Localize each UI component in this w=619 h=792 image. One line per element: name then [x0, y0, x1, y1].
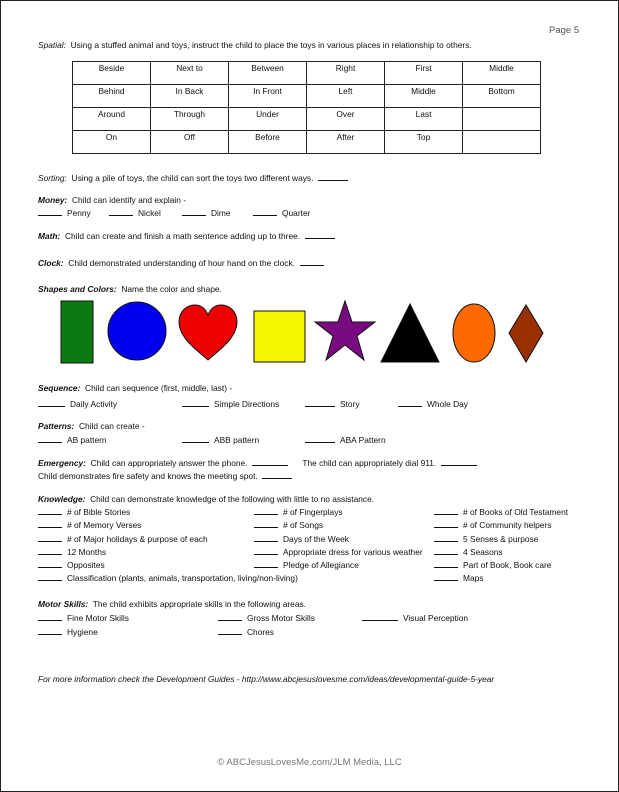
- table-cell: Top: [385, 131, 463, 154]
- table-cell: On: [73, 131, 151, 154]
- clock-line: [38, 258, 329, 268]
- answer-blank[interactable]: [38, 405, 65, 407]
- motor-item: [38, 627, 98, 637]
- sequence-line: [38, 383, 232, 393]
- answer-blank[interactable]: [254, 540, 278, 542]
- table-cell: After: [307, 131, 385, 154]
- shapes-line: [38, 284, 222, 294]
- table-cell: In Back: [151, 85, 229, 108]
- money-item-label: Quarter: [282, 208, 311, 218]
- knowledge-item: [254, 560, 359, 570]
- patterns-item-label: ABA Pattern: [340, 435, 386, 445]
- answer-blank[interactable]: [305, 237, 335, 239]
- sequence-item: [398, 399, 468, 409]
- table-cell: Beside: [73, 62, 151, 85]
- knowledge-text: Child can demonstrate knowledge of the following with little to no assistance.: [90, 494, 375, 504]
- answer-blank[interactable]: [262, 477, 292, 479]
- answer-blank[interactable]: [441, 464, 477, 466]
- knowledge-item: [254, 547, 423, 557]
- knowledge-item-label: # of Community helpers: [463, 520, 552, 530]
- math-heading: Math:: [38, 231, 61, 241]
- knowledge-item: [254, 534, 349, 544]
- knowledge-item: [434, 507, 568, 517]
- motor-item-label: Gross Motor Skills: [247, 613, 315, 623]
- money-line: [38, 195, 186, 205]
- spatial-line: [38, 40, 472, 50]
- table-cell: Next to: [151, 62, 229, 85]
- knowledge-item: [254, 507, 343, 517]
- patterns-item-label: AB pattern: [67, 435, 107, 445]
- knowledge-item-label: # of Memory Verses: [67, 520, 142, 530]
- red-heart-shape: [179, 305, 237, 360]
- table-cell: Through: [151, 108, 229, 131]
- answer-blank[interactable]: [254, 553, 278, 555]
- table-cell: Between: [229, 62, 307, 85]
- answer-blank[interactable]: [434, 553, 458, 555]
- table-cell: Bottom: [463, 85, 541, 108]
- shapes-heading: Shapes and Colors:: [38, 284, 117, 294]
- answer-blank[interactable]: [109, 214, 133, 216]
- shapes-text: Name the color and shape.: [121, 284, 222, 294]
- answer-blank[interactable]: [305, 405, 335, 407]
- knowledge-item-label: # of Bible Stories: [67, 507, 131, 517]
- table-cell: Off: [151, 131, 229, 154]
- table-cell: Right: [307, 62, 385, 85]
- knowledge-item: [38, 547, 106, 557]
- answer-blank[interactable]: [398, 405, 422, 407]
- sorting-heading: Sorting:: [38, 173, 67, 183]
- sequence-item-label: Whole Day: [427, 399, 468, 409]
- math-text: Child can create and finish a math sentence adding up to three.: [64, 231, 301, 241]
- table-row: [73, 62, 541, 85]
- answer-blank[interactable]: [305, 441, 335, 443]
- money-item-label: Nickel: [138, 208, 161, 218]
- table-cell: Under: [229, 108, 307, 131]
- answer-blank[interactable]: [182, 214, 206, 216]
- answer-blank[interactable]: [434, 566, 458, 568]
- sorting-line: [38, 173, 353, 183]
- table-cell: Around: [73, 108, 151, 131]
- money-heading: Money:: [38, 195, 68, 205]
- knowledge-item-label: Part of Book, Book care: [463, 560, 552, 570]
- knowledge-item: [434, 547, 503, 557]
- patterns-item: [182, 435, 259, 445]
- motor-item-label: Visual Perception: [403, 613, 469, 623]
- table-cell: Over: [307, 108, 385, 131]
- table-cell: [463, 131, 541, 154]
- table-cell: Before: [229, 131, 307, 154]
- table-cell: [463, 108, 541, 131]
- money-item: [253, 208, 310, 218]
- patterns-item-label: ABB pattern: [214, 435, 260, 445]
- motor-item: [218, 613, 315, 623]
- page-number: Page 5: [549, 25, 580, 36]
- spatial-text: Using a stuffed animal and toys, instruct the child to place the toys in various places in relationship to others.: [70, 40, 472, 50]
- sequence-item-label: Story: [340, 399, 360, 409]
- answer-blank[interactable]: [182, 441, 209, 443]
- motor-line: [38, 599, 306, 609]
- knowledge-item-label: 12 Months: [67, 547, 107, 557]
- answer-blank[interactable]: [252, 464, 288, 466]
- shapes-row: [1, 296, 618, 371]
- answer-blank[interactable]: [254, 526, 278, 528]
- sequence-item: [305, 399, 360, 409]
- table-cell: Last: [385, 108, 463, 131]
- knowledge-item: [38, 520, 141, 530]
- table-cell: Middle: [463, 62, 541, 85]
- emergency-text2: The child can appropriately dial 911.: [302, 458, 437, 468]
- knowledge-item: [38, 534, 208, 544]
- answer-blank[interactable]: [38, 441, 62, 443]
- knowledge-item: [434, 573, 483, 583]
- answer-blank[interactable]: [38, 566, 62, 568]
- orange-oval-shape: [453, 304, 495, 362]
- motor-text: The child exhibits appropriate skills in the following areas.: [92, 599, 306, 609]
- answer-blank[interactable]: [218, 619, 242, 621]
- patterns-item: [305, 435, 386, 445]
- knowledge-item: [434, 534, 538, 544]
- money-item: [109, 208, 161, 218]
- patterns-line: [38, 421, 145, 431]
- knowledge-item: [434, 560, 551, 570]
- knowledge-item-label: # of Major holidays & purpose of each: [67, 534, 208, 544]
- emergency-line-2: [38, 471, 297, 481]
- answer-blank[interactable]: [182, 405, 209, 407]
- table-cell: Behind: [73, 85, 151, 108]
- sequence-item-label: Daily Activity: [70, 399, 118, 409]
- money-item-label: Penny: [67, 208, 91, 218]
- knowledge-item-label: # of Fingerplays: [283, 507, 343, 517]
- knowledge-item-label: Pledge of Allegiance: [283, 560, 359, 570]
- knowledge-item-label: 5 Senses & purpose: [463, 534, 539, 544]
- more-info-link[interactable]: For more information check the Development Guides - http://www.abcjesuslovesme.com/ideas/developmental-guide-5-year: [38, 674, 495, 684]
- answer-blank[interactable]: [254, 566, 278, 568]
- answer-blank[interactable]: [434, 579, 458, 581]
- yellow-square-shape: [254, 311, 305, 362]
- answer-blank[interactable]: [38, 619, 62, 621]
- answer-blank[interactable]: [38, 540, 62, 542]
- motor-item: [362, 613, 468, 623]
- clock-text: Child demonstrated understanding of hour hand on the clock.: [68, 258, 296, 268]
- knowledge-item-label: 4 Seasons: [463, 547, 503, 557]
- emergency-line: [38, 458, 482, 468]
- motor-item-label: Fine Motor Skills: [67, 613, 129, 623]
- knowledge-item-label: Opposites: [67, 560, 105, 570]
- table-row: [73, 131, 541, 154]
- patterns-text: Child can create -: [78, 421, 145, 431]
- knowledge-item: [38, 560, 105, 570]
- answer-blank[interactable]: [38, 579, 62, 581]
- patterns-item: [38, 435, 107, 445]
- math-line: [38, 231, 340, 241]
- knowledge-item: [38, 573, 298, 583]
- answer-blank[interactable]: [218, 633, 242, 635]
- knowledge-item-label: Classification (plants, animals, transportation, living/non-living): [67, 573, 298, 583]
- sequence-heading: Sequence:: [38, 383, 81, 393]
- green-rectangle-shape: [61, 301, 93, 363]
- answer-blank[interactable]: [38, 553, 62, 555]
- knowledge-item: [38, 507, 130, 517]
- money-item-label: Dime: [211, 208, 231, 218]
- sequence-item: [38, 399, 117, 409]
- knowledge-item-label: Days of the Week: [283, 534, 349, 544]
- sequence-item: [182, 399, 279, 409]
- table-cell: Left: [307, 85, 385, 108]
- answer-blank[interactable]: [254, 513, 278, 515]
- sequence-text: Child can sequence (first, middle, last) -: [85, 383, 233, 393]
- blue-circle-shape: [108, 302, 166, 360]
- answer-blank[interactable]: [38, 513, 62, 515]
- table-cell: In Front: [229, 85, 307, 108]
- emergency-heading: Emergency:: [38, 458, 86, 468]
- table-row: [73, 85, 541, 108]
- answer-blank[interactable]: [38, 633, 62, 635]
- copyright-footer: © ABCJesusLovesMe.com/JLM Media, LLC: [217, 757, 402, 768]
- answer-blank[interactable]: [253, 214, 277, 216]
- answer-blank[interactable]: [318, 179, 348, 181]
- clock-heading: Clock:: [38, 258, 64, 268]
- knowledge-item-label: # of Songs: [283, 520, 324, 530]
- answer-blank[interactable]: [300, 264, 324, 266]
- money-item: [38, 208, 91, 218]
- sorting-text: Using a pile of toys, the child can sort the toys two different ways.: [71, 173, 314, 183]
- brown-diamond-shape: [509, 305, 543, 362]
- black-triangle-shape: [381, 304, 439, 362]
- money-text: Child can identify and explain -: [71, 195, 187, 205]
- motor-item: [218, 627, 274, 637]
- knowledge-heading: Knowledge:: [38, 494, 86, 504]
- emergency-text: Child can appropriately answer the phone.: [90, 458, 248, 468]
- sequence-item-label: Simple Directions: [214, 399, 280, 409]
- knowledge-item-label: # of Books of Old Testament: [463, 507, 569, 517]
- knowledge-item-label: Maps: [463, 573, 484, 583]
- knowledge-line: [38, 494, 374, 504]
- emergency-text3: Child demonstrates fire safety and knows the meeting spot.: [38, 471, 258, 481]
- table-row: [73, 108, 541, 131]
- spatial-heading: Spatial:: [38, 40, 66, 50]
- answer-blank[interactable]: [434, 513, 458, 515]
- knowledge-item-label: Appropriate dress for various weather: [283, 547, 423, 557]
- money-item: [182, 208, 231, 218]
- motor-heading: Motor Skills:: [38, 599, 89, 609]
- answer-blank[interactable]: [362, 619, 398, 621]
- knowledge-item: [434, 520, 551, 530]
- table-cell: Middle: [385, 85, 463, 108]
- motor-item: [38, 613, 129, 623]
- knowledge-item: [254, 520, 323, 530]
- motor-item-label: Hygiene: [67, 627, 98, 637]
- table-cell: First: [385, 62, 463, 85]
- patterns-heading: Patterns:: [38, 421, 75, 431]
- answer-blank[interactable]: [38, 214, 62, 216]
- answer-blank[interactable]: [434, 540, 458, 542]
- purple-star-shape: [315, 301, 375, 360]
- motor-item-label: Chores: [247, 627, 274, 637]
- answer-blank[interactable]: [38, 526, 62, 528]
- answer-blank[interactable]: [434, 526, 458, 528]
- spatial-table: [72, 61, 541, 154]
